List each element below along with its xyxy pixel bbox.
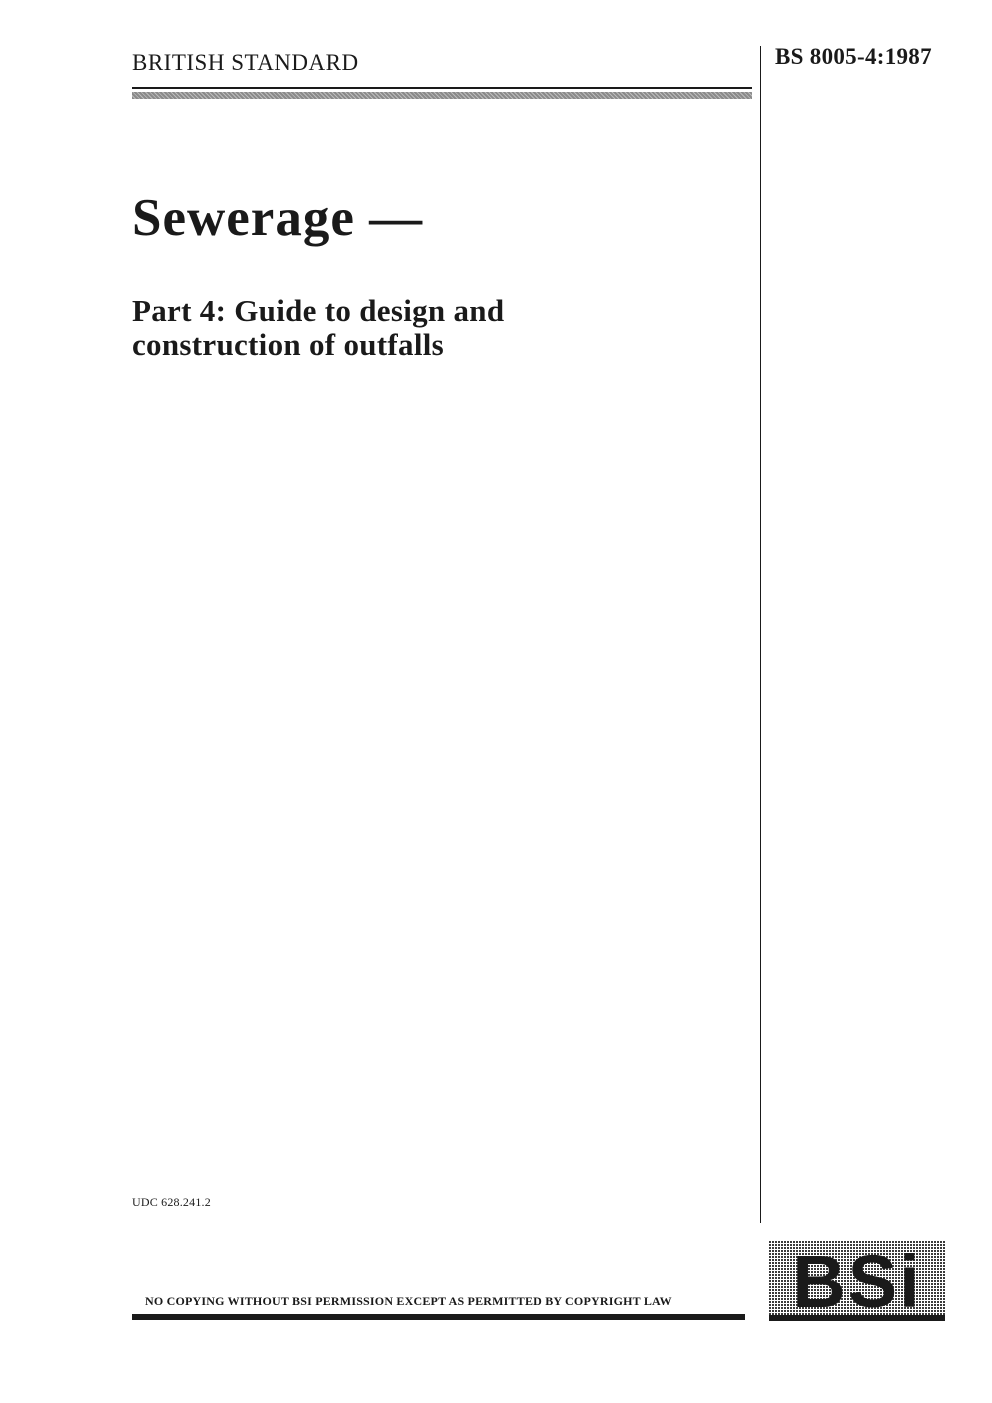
header-shaded-rule: [132, 92, 752, 99]
page-title: Sewerage —: [132, 189, 424, 247]
logo-text: BSi: [792, 1241, 922, 1321]
udc-code: UDC 628.241.2: [132, 1195, 211, 1209]
header-rule: [132, 87, 752, 89]
copyright-notice: NO COPYING WITHOUT BSI PERMISSION EXCEPT AS PERMITTED BY COPYRIGHT LAW: [145, 1294, 672, 1308]
header-label: BRITISH STANDARD: [132, 50, 359, 75]
footer-bar: [132, 1314, 745, 1320]
vertical-divider: [760, 46, 761, 1223]
subtitle-line-2: construction of outfalls: [132, 327, 445, 362]
bsi-logo: [769, 1241, 945, 1321]
page-subtitle: [132, 294, 732, 362]
standard-number: BS 8005-4:1987: [775, 44, 932, 69]
subtitle-line-1: Part 4: Guide to design and: [132, 293, 505, 328]
